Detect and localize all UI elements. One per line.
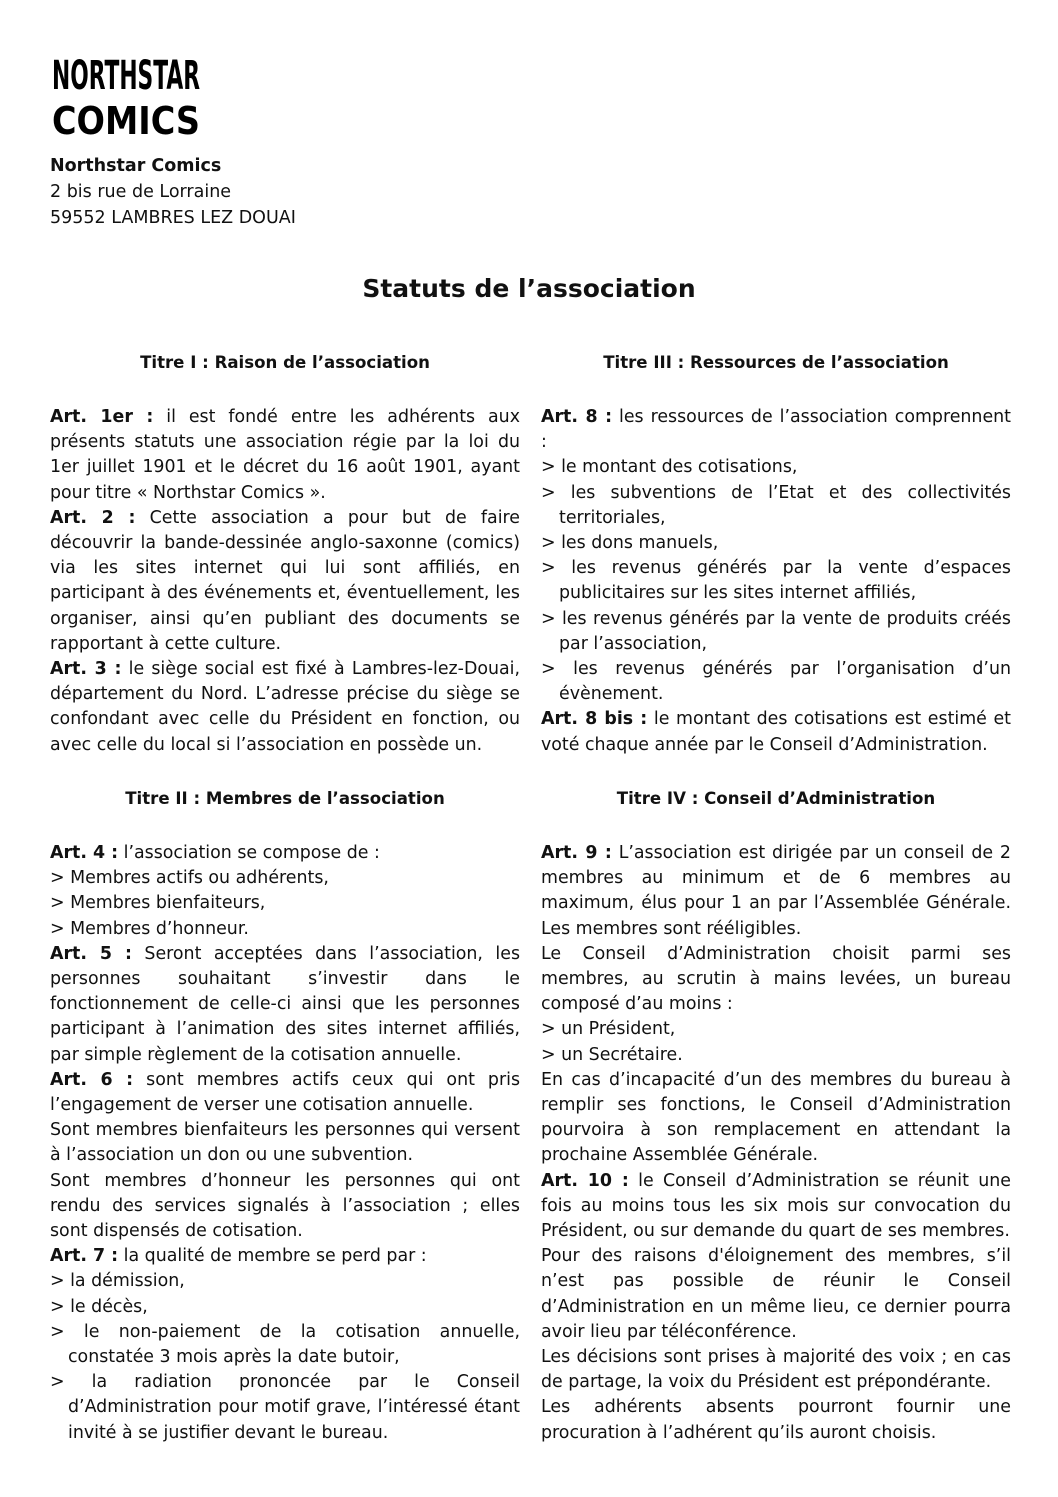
article-10 <box>541 1169 1011 1245</box>
paragraph: Le Conseil d’Administration choisit parmi ses membres, au scrutin à mains levées, un bureau composé d’au moins : <box>541 943 1011 1015</box>
paragraph: En cas d’incapacité d’un des membres du bureau à remplir ses fonctions, le Conseil d’Administration pourvoira à son remplacement en attendant la prochaine Assemblée Générale. <box>541 1069 1011 1166</box>
section-heading: Titre II : Membres de l’association <box>125 789 445 808</box>
list-item: > le décès, <box>50 1296 148 1317</box>
section-titre-2 <box>50 787 520 1446</box>
article-label: Art. 2 : <box>50 507 136 528</box>
list-item: > les subventions de l’Etat et des collectivités territoriales, <box>541 482 1011 528</box>
list-item: > la radiation prononcée par le Conseil d’Administration pour motif grave, l’intéressé étant invité à se justifier devant le bureau. <box>50 1372 520 1443</box>
article-6 <box>50 1068 520 1118</box>
sender-name: Northstar Comics <box>50 156 222 176</box>
section-titre-4 <box>541 787 1011 1446</box>
article-label: Art. 9 : <box>541 843 612 863</box>
paragraph: Les décisions sont prises à majorité des voix ; en cas de partage, la voix du Président est prépondérante. <box>541 1347 1011 1393</box>
paragraph: Pour des raisons d'éloignement des membres, s’il n’est pas possible de réunir le Conseil d’Administration en un même lieu, ce dernier pourra avoir lieu par téléconférence. <box>541 1246 1011 1342</box>
list-item: > Membres bienfaiteurs, <box>50 893 266 914</box>
list-item: > les revenus générés par la vente d’espaces publicitaires sur les sites internet affiliés, <box>541 558 1011 604</box>
article-label: Art. 5 : <box>50 943 132 964</box>
section-heading: Titre I : Raison de l’association <box>140 353 430 372</box>
article-text: le Conseil d’Administration se réunit une fois au moins tous les six mois sur convocation du Président, ou sur demande du quart de ses membres. <box>541 1170 1011 1242</box>
list-item: > les dons manuels, <box>541 533 719 554</box>
article-label: Art. 6 : <box>50 1069 134 1090</box>
section-heading: Titre III : Ressources de l’association <box>603 353 949 372</box>
article-text: sont membres actifs ceux qui ont pris l’engagement de verser une cotisation annuelle. <box>50 1069 521 1116</box>
article-text: Seront acceptées dans l’association, les personnes souhaitant s’investir dans le fonctionnement de celle-ci ainsi que les personnes participant à l’animation des sites internet affiliés, par simple règlement de la cotisation annuelle. <box>50 943 520 1065</box>
sender-address <box>50 153 296 231</box>
paragraph: Les adhérents absents pourront fournir une procuration à l’adhérent qu’ils auront choisis. <box>541 1397 1011 1443</box>
list-item: > un Secrétaire. <box>541 1044 683 1065</box>
article-text: le siège social est fixé à Lambres-lez-Douai, département du Nord. L’adresse précise du siège se confondant avec celle du Président en fonction, ou avec celle du local si l’association en possède un. <box>50 659 521 755</box>
article-1 <box>50 405 520 506</box>
northstar-comics-logo <box>50 50 202 143</box>
list-item: > le non-paiement de la cotisation annuelle, constatée 3 mois après la date butoir, <box>50 1321 520 1368</box>
article-8-bis <box>541 707 1011 757</box>
article-label: Art. 7 : <box>50 1246 119 1267</box>
article-2 <box>50 506 520 657</box>
article-label: Art. 3 : <box>50 659 122 680</box>
article-label: Art. 10 : <box>541 1170 629 1191</box>
article-9 <box>541 841 1011 942</box>
list-item: > les revenus générés par l’organisation d’un évènement. <box>541 659 1011 705</box>
list-item: > un Président, <box>541 1019 676 1040</box>
article-label: Art. 4 : <box>50 843 119 863</box>
article-label: Art. 8 : <box>541 407 613 427</box>
article-text: le montant des cotisations est estimé et voté chaque année par le Conseil d’Administration. <box>541 709 1012 755</box>
article-7 <box>50 1244 520 1269</box>
article-text: Cette association a pour but de faire découvrir la bande-dessinée anglo-saxonne (comics) via les sites internet qui lui sont affiliés, en participant à des événements et, éventuellement, les organiser, ainsi qu’en publiant des documents se rapportant à cette culture. <box>50 507 520 654</box>
article-label: Art. 8 bis : <box>541 709 648 730</box>
list-item: > le montant des cotisations, <box>541 457 798 478</box>
paragraph: Sont membres bienfaiteurs les personnes qui versent à l’association un don ou une subvention. <box>50 1120 520 1166</box>
article-5 <box>50 942 520 1068</box>
document-title: Statuts de l’association <box>362 274 696 303</box>
list-item: > Membres actifs ou adhérents, <box>50 868 329 889</box>
sender-city: 59552 LAMBRES LEZ DOUAI <box>50 208 296 228</box>
article-label: Art. 1er : <box>50 407 154 427</box>
section-titre-3 <box>541 351 1011 758</box>
logo-line-1: NORTHSTAR <box>52 53 200 99</box>
article-8 <box>541 405 1011 455</box>
paragraph: Sont membres d’honneur les personnes qui ont rendu des services signalés à l’association ; elles sont dispensés de cotisation. <box>50 1170 520 1242</box>
article-4 <box>50 841 520 866</box>
article-text: il est fondé entre les adhérents aux présents statuts une association régie par la loi du 1er juillet 1901 et le décret du 16 août 1901, ayant pour titre « Northstar Comics ». <box>50 407 520 503</box>
article-text: L’association est dirigée par un conseil de 2 membres au minimum et de 6 membres au maximum, élus pour 1 an par l’Assemblée Générale. Les membres sont rééligibles. <box>541 843 1011 939</box>
list-item: > la démission, <box>50 1271 185 1292</box>
list-item: > les revenus générés par la vente de produits créés par l’association, <box>541 608 1011 654</box>
list-item: > Membres d’honneur. <box>50 918 249 939</box>
article-text: les ressources de l’association comprennent : <box>541 407 1011 453</box>
logo-line-2: COMICS <box>52 99 200 143</box>
article-text: la qualité de membre se perd par : <box>123 1246 427 1267</box>
section-heading: Titre IV : Conseil d’Administration <box>616 789 936 808</box>
sender-street: 2 bis rue de Lorraine <box>50 182 232 202</box>
section-titre-1 <box>50 351 520 758</box>
article-text: l’association se compose de : <box>123 843 380 863</box>
article-3 <box>50 657 520 758</box>
